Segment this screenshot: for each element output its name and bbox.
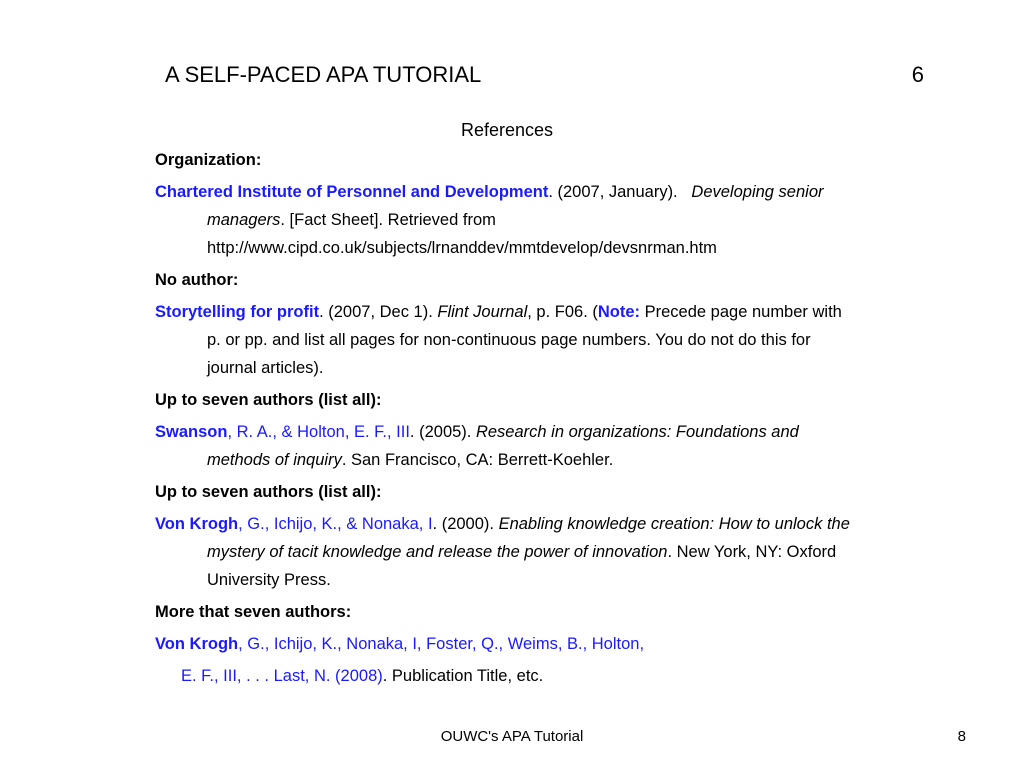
slide-number: 8 xyxy=(957,728,966,745)
ref-noauth-note: Note: xyxy=(597,303,641,321)
ref-org-author: Chartered Institute of Personnel and Development xyxy=(155,183,549,201)
ref-vonkrogh2-last: E. F., III, . . . Last, N. (2008) xyxy=(181,667,383,685)
ref-vonkrogh-line-1 xyxy=(155,515,850,534)
ref-vonkrogh-line-2 xyxy=(207,543,836,562)
ref-org-type: . [Fact Sheet]. Retrieved from xyxy=(280,211,496,229)
ref-swanson-coauthors: , R. A., & Holton, E. F., III xyxy=(227,423,410,441)
ref-vonkrogh-line-3: University Press. xyxy=(207,571,331,589)
ref-org-title-1: Developing senior xyxy=(691,183,824,201)
footer-title: OUWC's APA Tutorial xyxy=(440,728,584,745)
ref-swanson-line-1 xyxy=(155,423,799,442)
ref-org-url: http://www.cipd.co.uk/subjects/lrnanddev/mmtdevelop/devsnrman.htm xyxy=(207,239,717,257)
ref-org-line-2 xyxy=(207,211,496,230)
running-head: A SELF-PACED APA TUTORIAL xyxy=(165,62,482,87)
label-up-to-seven-authors-2: Up to seven authors (list all): xyxy=(155,483,382,501)
ref-vonkrogh-name: Von Krogh xyxy=(155,515,239,533)
ref-noauth-title: Storytelling for profit xyxy=(155,303,320,321)
ref-vonkrogh-title-1: Enabling knowledge creation: How to unlock the xyxy=(498,515,850,533)
ref-swanson-title-2: methods of inquiry xyxy=(207,451,342,469)
ref-org-date: . (2007, January). xyxy=(548,183,692,201)
references-title: References xyxy=(460,120,554,140)
ref-vonkrogh2-name: Von Krogh xyxy=(155,635,239,653)
ref-vonkrogh-publisher: . New York, NY: Oxford xyxy=(667,543,837,561)
ref-vonkrogh2-title: . Publication Title, etc. xyxy=(382,667,544,685)
ref-vonkrogh2-line-1 xyxy=(155,635,644,654)
ref-vonkrogh-date: . (2000). xyxy=(432,515,499,533)
ref-org-line-1 xyxy=(155,183,824,202)
page-number: 6 xyxy=(911,62,924,87)
ref-vonkrogh-coauthors: , G., Ichijo, K., & Nonaka, I xyxy=(238,515,433,533)
label-up-to-seven-authors: Up to seven authors (list all): xyxy=(155,391,382,409)
ref-swanson-line-2 xyxy=(207,451,613,470)
ref-noauth-note-text: Precede page number with xyxy=(640,303,842,321)
ref-swanson-title-1: Research in organizations: Foundations and xyxy=(475,423,799,441)
ref-noauth-line-2: p. or pp. and list all pages for non-continuous page numbers. You do not do this for xyxy=(207,331,811,349)
ref-noauth-journal: Flint Journal xyxy=(437,303,528,321)
ref-vonkrogh-title-2: mystery of tacit knowledge and release the power of innovation xyxy=(207,543,668,561)
ref-swanson-publisher: . San Francisco, CA: Berrett-Koehler. xyxy=(341,451,614,469)
label-organization: Organization: xyxy=(155,151,262,169)
ref-swanson-date: . (2005). xyxy=(409,423,476,441)
ref-noauth-date: . (2007, Dec 1). xyxy=(319,303,438,321)
ref-noauth-line-1 xyxy=(155,303,842,322)
ref-vonkrogh2-line-2 xyxy=(181,667,543,686)
ref-org-title-2: managers xyxy=(207,211,281,229)
ref-vonkrogh2-coauthors: , G., Ichijo, K., Nonaka, I, Foster, Q., Weims, B., Holton, xyxy=(238,635,645,653)
ref-swanson-name: Swanson xyxy=(155,423,228,441)
ref-noauth-page: , p. F06. ( xyxy=(527,303,598,321)
label-more-than-seven-authors: More that seven authors: xyxy=(155,603,352,621)
ref-noauth-line-3: journal articles). xyxy=(207,359,324,377)
label-no-author: No author: xyxy=(155,271,239,289)
